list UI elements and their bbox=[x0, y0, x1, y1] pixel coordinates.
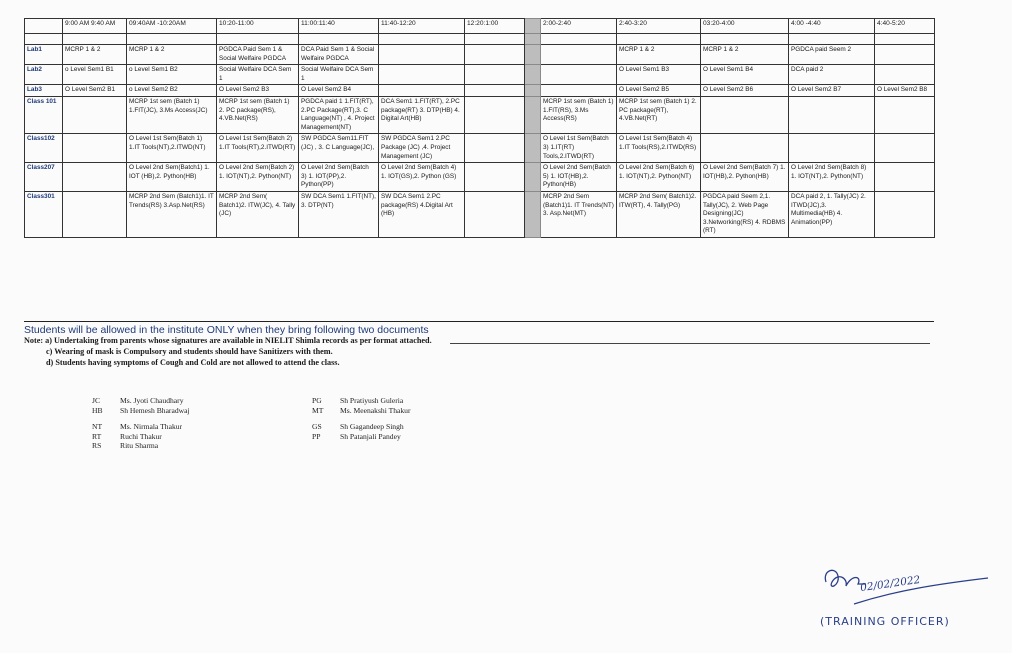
lunch-break-cell bbox=[525, 19, 541, 34]
students-note: Students will be allowed in the institute ONLY when they bring following two documents bbox=[24, 324, 429, 336]
schedule-cell: DCA Sem1 1.FIT(RT), 2.PC package(RT) 3. DTP(HB) 4. Digital Art(HB) bbox=[379, 96, 465, 133]
schedule-cell bbox=[875, 96, 935, 133]
schedule-cell: SW PGDCA Sem11.FIT (JC) , 3. C Language(JC), bbox=[299, 134, 379, 163]
lunch-break-cell bbox=[525, 134, 541, 163]
schedule-cell: O Level Sem2 B6 bbox=[701, 85, 789, 97]
handwritten-signature bbox=[818, 560, 1008, 640]
time-slot-header: 2:40-3:20 bbox=[617, 19, 701, 34]
schedule-cell bbox=[465, 45, 525, 65]
legend-name: Ritu Sharma bbox=[120, 441, 159, 451]
room-label: Lab2 bbox=[25, 65, 63, 85]
empty-cell bbox=[25, 34, 63, 45]
legend-name: Ms. Nirmala Thakur bbox=[120, 422, 183, 431]
lunch-break-cell bbox=[525, 65, 541, 85]
empty-cell bbox=[63, 34, 127, 45]
schedule-cell: O Level 2nd Sem(Batch1) 1. IOT (HB),2. Python(HB) bbox=[127, 163, 217, 192]
signature-date: 02/02/2022 bbox=[859, 573, 922, 595]
schedule-cell: O Level 1st Sem(Batch 3) 1.IT(RT) Tools,2.ITWD(RT) bbox=[541, 134, 617, 163]
schedule-cell: O Level 2nd Sem(Batch 6) 1. IOT(NT),2. Python(NT) bbox=[617, 163, 701, 192]
legend-name: Sh Hemesh Bharadwaj bbox=[120, 405, 190, 415]
time-slot-header: 10:20-11:00 bbox=[217, 19, 299, 34]
schedule-cell: MCRP 1st sem (Batch 1) 2. PC package(RT), 4.VB.Net(RT) bbox=[617, 96, 701, 133]
schedule-cell: O Level Sem2 B5 bbox=[617, 85, 701, 97]
schedule-cell: O Level 2nd Sem(Batch 4) 1. IOT(GS),2. Python (GS) bbox=[379, 163, 465, 192]
faculty-legend bbox=[78, 422, 182, 451]
schedule-cell: SW PGDCA Sem1 2.PC Package (JC) ,4. Project Management (JC) bbox=[379, 134, 465, 163]
legend-code: RT bbox=[92, 431, 102, 441]
empty-cell bbox=[875, 34, 935, 45]
schedule-cell: O Level 2nd Sem(Batch 7) 1. IOT(HB),2. Python(HB) bbox=[701, 163, 789, 192]
schedule-cell: PGDCA paid Seem 2,1. Tally(JC), 2. Web Page Designing(JC) 3.Networking(RS) 4. RDBMS (RT) bbox=[701, 191, 789, 237]
schedule-cell: O Level 1st Sem(Batch 2) 1.IT Tools(RT),2.ITWD(RT) bbox=[217, 134, 299, 163]
schedule-cell: O Level 1st Sem(Batch 4) 1.IT Tools(RS),2.ITWD(RS) bbox=[617, 134, 701, 163]
legend-row bbox=[78, 396, 190, 406]
schedule-cell bbox=[63, 163, 127, 192]
schedule-cell: O Level Sem2 B8 bbox=[875, 85, 935, 97]
schedule-cell bbox=[541, 45, 617, 65]
timetable-row bbox=[25, 85, 935, 97]
legend-code: HB bbox=[92, 405, 103, 415]
schedule-cell: MCRP 1st sem (Batch 1) 1.FIT(JC), 3.Ms Access(JC) bbox=[127, 96, 217, 133]
legend-code: PP bbox=[312, 431, 321, 441]
legend-row bbox=[298, 432, 404, 442]
legend-code: NT bbox=[92, 422, 103, 431]
legend-code: RS bbox=[92, 441, 102, 451]
legend-name: Ms. Jyoti Chaudhary bbox=[120, 396, 184, 405]
lunch-break-cell bbox=[525, 45, 541, 65]
schedule-cell: DCA Paid Sem 1 & Social Welfaire PGDCA bbox=[299, 45, 379, 65]
legend-name: Sh Patanjali Pandey bbox=[340, 431, 401, 441]
lunch-break-cell bbox=[525, 85, 541, 97]
time-slot-header: 03:20-4:00 bbox=[701, 19, 789, 34]
room-label: Class301 bbox=[25, 191, 63, 237]
note-line: d) Students having symptoms of Cough and Cold are not allowed to attend the class. bbox=[46, 357, 340, 367]
timetable-row bbox=[25, 191, 935, 237]
legend-code: GS bbox=[312, 422, 322, 431]
schedule-cell: O Level 2nd Sem(Batch 2) 1. IOT(NT),2. Python(NT) bbox=[217, 163, 299, 192]
schedule-cell bbox=[875, 134, 935, 163]
spacer-row bbox=[25, 34, 935, 45]
schedule-cell: SW DCA Sem1 1.FIT(NT), 3. DTP(NT) bbox=[299, 191, 379, 237]
schedule-cell: Social Welfaire DCA Sem 1 bbox=[299, 65, 379, 85]
empty-cell bbox=[465, 34, 525, 45]
legend-code: JC bbox=[92, 396, 101, 405]
time-slot-header: 4:00 -4:40 bbox=[789, 19, 875, 34]
timetable-header-row bbox=[25, 19, 935, 34]
legend-name: Ms. Meenakshi Thakur bbox=[340, 405, 411, 415]
timetable-row bbox=[25, 65, 935, 85]
empty-cell bbox=[701, 34, 789, 45]
schedule-cell: PGDCA paid Seem 2 bbox=[789, 45, 875, 65]
schedule-cell bbox=[875, 163, 935, 192]
time-slot-header: 12:20:1:00 bbox=[465, 19, 525, 34]
schedule-cell: o Level Sem1 B2 bbox=[127, 65, 217, 85]
schedule-cell bbox=[701, 96, 789, 133]
legend-row bbox=[298, 406, 411, 416]
signatory-role: (TRAINING OFFICER) bbox=[820, 615, 950, 628]
schedule-cell: O Level 2nd Sem(Batch 3) 1. IOT(PP),2. Python(PP) bbox=[299, 163, 379, 192]
legend-row bbox=[78, 406, 190, 416]
notes-block bbox=[24, 336, 432, 368]
time-slot-header: 09:40AM -10:20AM bbox=[127, 19, 217, 34]
room-label: Class 101 bbox=[25, 96, 63, 133]
note-line: Note: a) Undertaking from parents whose signatures are available in NIELIT Shimla records as per format attached. bbox=[24, 336, 432, 345]
legend-name: Sh Pratiyush Guleria bbox=[340, 396, 404, 405]
schedule-cell: MCRP 1st sem (Batch 1) 1.FIT(RS), 3.Ms Access(RS) bbox=[541, 96, 617, 133]
schedule-cell: SW DCA Sem1 2.PC package(RS) 4.Digital Art (HB) bbox=[379, 191, 465, 237]
schedule-cell bbox=[541, 85, 617, 97]
schedule-cell bbox=[465, 65, 525, 85]
schedule-cell bbox=[379, 65, 465, 85]
empty-cell bbox=[541, 34, 617, 45]
timetable-row bbox=[25, 134, 935, 163]
schedule-cell: MCRP 1 & 2 bbox=[701, 45, 789, 65]
divider bbox=[24, 321, 934, 322]
schedule-cell bbox=[63, 134, 127, 163]
room-label: Class207 bbox=[25, 163, 63, 192]
faculty-legend bbox=[298, 422, 404, 441]
lunch-break-cell bbox=[525, 191, 541, 237]
empty-cell bbox=[617, 34, 701, 45]
schedule-cell bbox=[465, 85, 525, 97]
legend-row bbox=[298, 396, 411, 406]
legend-row bbox=[78, 422, 182, 432]
room-label: Class102 bbox=[25, 134, 63, 163]
legend-code: MT bbox=[312, 405, 324, 415]
schedule-cell: MCRP 2nd Sem( Batch1)2. ITW(JC), 4. Tally (JC) bbox=[217, 191, 299, 237]
schedule-cell: O Level Sem1 B3 bbox=[617, 65, 701, 85]
schedule-cell bbox=[789, 96, 875, 133]
schedule-cell: PGDCA paid 1 1.FIT(RT), 2.PC Package(RT),3. C Language(NT) , 4. Project Management(NT) bbox=[299, 96, 379, 133]
schedule-cell: O Level 2nd Sem(Batch 5) 1. IOT(HB),2. Python(HB) bbox=[541, 163, 617, 192]
room-label: Lab1 bbox=[25, 45, 63, 65]
time-slot-header: 4:40-5:20 bbox=[875, 19, 935, 34]
time-slot-header bbox=[25, 19, 63, 34]
schedule-cell bbox=[63, 191, 127, 237]
schedule-cell bbox=[465, 191, 525, 237]
schedule-cell bbox=[875, 45, 935, 65]
schedule-cell bbox=[379, 85, 465, 97]
schedule-cell: MCRP 1 & 2 bbox=[617, 45, 701, 65]
lunch-break-cell bbox=[525, 96, 541, 133]
legend-name: Sh Gagandeep Singh bbox=[340, 422, 404, 431]
schedule-cell: DCA paid 2 bbox=[789, 65, 875, 85]
schedule-cell bbox=[701, 134, 789, 163]
time-slot-header: 9:00 AM 9:40 AM bbox=[63, 19, 127, 34]
lunch-break-cell bbox=[525, 163, 541, 192]
schedule-cell bbox=[63, 96, 127, 133]
schedule-cell: O Level Sem1 B4 bbox=[701, 65, 789, 85]
empty-cell bbox=[789, 34, 875, 45]
schedule-cell bbox=[465, 96, 525, 133]
empty-cell bbox=[127, 34, 217, 45]
room-label: Lab3 bbox=[25, 85, 63, 97]
empty-cell bbox=[217, 34, 299, 45]
schedule-cell bbox=[541, 65, 617, 85]
note-line: c) Wearing of mask is Compulsory and students should have Sanitizers with them. bbox=[46, 346, 333, 356]
legend-name: Ruchi Thakur bbox=[120, 431, 162, 441]
schedule-cell: O Level Sem2 B3 bbox=[217, 85, 299, 97]
schedule-cell: o Level Sem2 B2 bbox=[127, 85, 217, 97]
schedule-cell bbox=[465, 134, 525, 163]
schedule-cell: PGDCA Paid Sem 1 & Social Welfaire PGDCA bbox=[217, 45, 299, 65]
schedule-cell: MCRP 2nd Sem (Batch1)1. IT Trends(RS) 3.Asp.Net(RS) bbox=[127, 191, 217, 237]
schedule-cell bbox=[465, 163, 525, 192]
schedule-cell: O Level 1st Sem(Batch 1) 1.IT Tools(NT),2.ITWD(NT) bbox=[127, 134, 217, 163]
faculty-legend bbox=[298, 396, 411, 415]
schedule-cell: Social Welfaire DCA Sem 1 bbox=[217, 65, 299, 85]
empty-cell bbox=[379, 34, 465, 45]
schedule-cell bbox=[875, 65, 935, 85]
legend-code: PG bbox=[312, 396, 322, 405]
schedule-cell: O Level Sem2 B4 bbox=[299, 85, 379, 97]
signature-block bbox=[818, 560, 1008, 640]
schedule-cell: O Level 2nd Sem(Batch 8) 1. IOT(NT),2. Python(NT) bbox=[789, 163, 875, 192]
schedule-cell: DCA paid 2, 1. Tally(JC) 2. ITWD(JC),3. Multimedia(HB) 4. Animation(PP) bbox=[789, 191, 875, 237]
time-slot-header: 11:00:11:40 bbox=[299, 19, 379, 34]
legend-row bbox=[298, 422, 404, 432]
timetable-row bbox=[25, 96, 935, 133]
timetable-row bbox=[25, 163, 935, 192]
legend-row bbox=[78, 432, 182, 442]
schedule-cell: O Level Sem2 B1 bbox=[63, 85, 127, 97]
faculty-legend bbox=[78, 396, 190, 415]
timetable bbox=[24, 18, 935, 238]
lunch-break-cell bbox=[525, 34, 541, 45]
time-slot-header: 11:40-12:20 bbox=[379, 19, 465, 34]
schedule-cell: MCRP 1 & 2 bbox=[127, 45, 217, 65]
schedule-cell: MCRP 2nd Sem( Batch1)2. ITW(RT), 4. Tally(PG) bbox=[617, 191, 701, 237]
schedule-cell: MCRP 1 & 2 bbox=[63, 45, 127, 65]
schedule-cell: MCRP 1st sem (Batch 1) 2. PC package(RS), 4.VB.Net(RS) bbox=[217, 96, 299, 133]
schedule-cell bbox=[875, 191, 935, 237]
timetable-row bbox=[25, 45, 935, 65]
schedule-cell bbox=[789, 134, 875, 163]
legend-row bbox=[78, 441, 182, 451]
divider bbox=[450, 343, 930, 344]
empty-cell bbox=[299, 34, 379, 45]
schedule-cell: O Level Sem2 B7 bbox=[789, 85, 875, 97]
time-slot-header: 2:00-2:40 bbox=[541, 19, 617, 34]
schedule-cell: MCRP 2nd Sem (Batch1)1. IT Trends(NT) 3. Asp.Net(MT) bbox=[541, 191, 617, 237]
schedule-cell bbox=[379, 45, 465, 65]
schedule-cell: o Level Sem1 B1 bbox=[63, 65, 127, 85]
